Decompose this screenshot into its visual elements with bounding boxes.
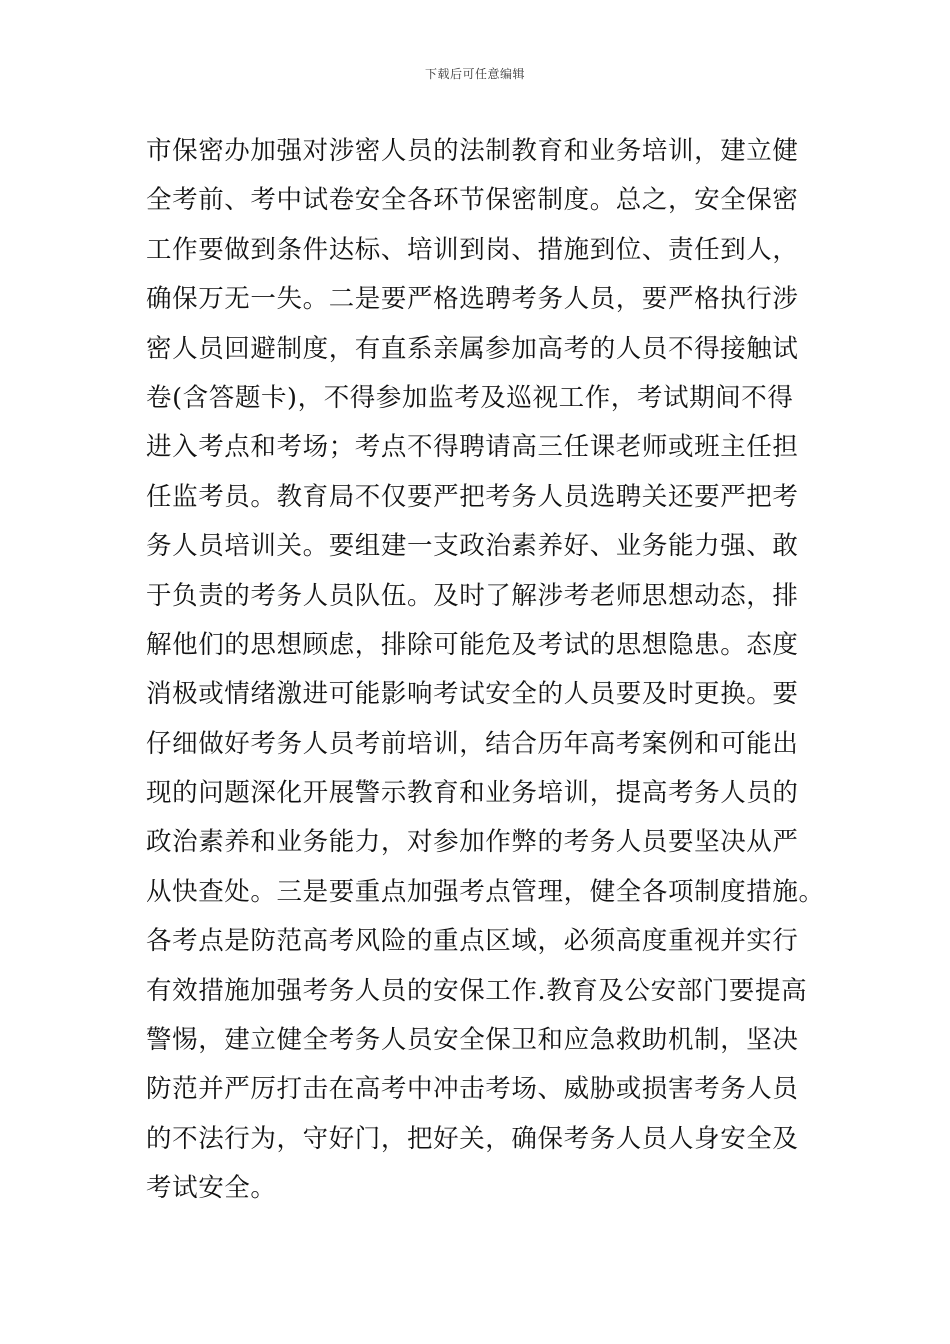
text-line: 仔细做好考务人员考前培训，结合历年高考案例和可能出 <box>146 728 799 759</box>
text-line: 的不法行为，守好门，把好关，确保考务人员人身安全及 <box>146 1123 799 1154</box>
text-line: 防范并严厉打击在高考中冲击考场、威胁或损害考务人员 <box>146 1074 799 1105</box>
text-line: 卷(含答题卡)，不得参加监考及巡视工作，考试期间不得 <box>146 382 794 413</box>
text-line: 现的问题深化开展警示教育和业务培训，提高考务人员的 <box>146 778 799 809</box>
text-line: 任监考员。教育局不仅要严把考务人员选聘关还要严把考 <box>146 481 799 512</box>
text-line: 全考前、考中试卷安全各环节保密制度。总之，安全保密 <box>146 185 799 216</box>
text-line: 警惕，建立健全考务人员安全保卫和应急救助机制，坚决 <box>146 1025 799 1056</box>
text-line: 有效措施加强考务人员的安保工作.教育及公安部门要提高 <box>146 975 808 1006</box>
body-paragraph <box>146 127 826 1214</box>
text-line: 政治素养和业务能力，对参加作弊的考务人员要坚决从严 <box>146 827 799 858</box>
text-line: 从快查处。三是要重点加强考点管理，健全各项制度措施。 <box>146 876 825 907</box>
text-line: 考试安全。 <box>146 1173 277 1204</box>
header-note: 下载后可任意编辑 <box>424 67 525 81</box>
text-line: 密人员回避制度，有直系亲属参加高考的人员不得接触试 <box>146 333 799 364</box>
text-line: 市保密办加强对涉密人员的法制教育和业务培训，建立健 <box>146 136 799 166</box>
text-line: 解他们的思想顾虑，排除可能危及考试的思想隐患。态度 <box>146 629 799 660</box>
text-line: 于负责的考务人员队伍。及时了解涉考老师思想动态，排 <box>146 580 799 611</box>
text-line: 进入考点和考场；考点不得聘请高三任课老师或班主任担 <box>146 432 799 463</box>
text-line: 务人员培训关。要组建一支政治素养好、业务能力强、敢 <box>146 531 799 562</box>
text-line: 消极或情绪激进可能影响考试安全的人员要及时更换。要 <box>146 679 799 710</box>
text-line: 各考点是防范高考风险的重点区域，必须高度重视并实行 <box>146 926 799 957</box>
text-line: 确保万无一失。二是要严格选聘考务人员，要严格执行涉 <box>146 284 799 315</box>
text-line: 工作要做到条件达标、培训到岗、措施到位、责任到人， <box>146 234 799 265</box>
